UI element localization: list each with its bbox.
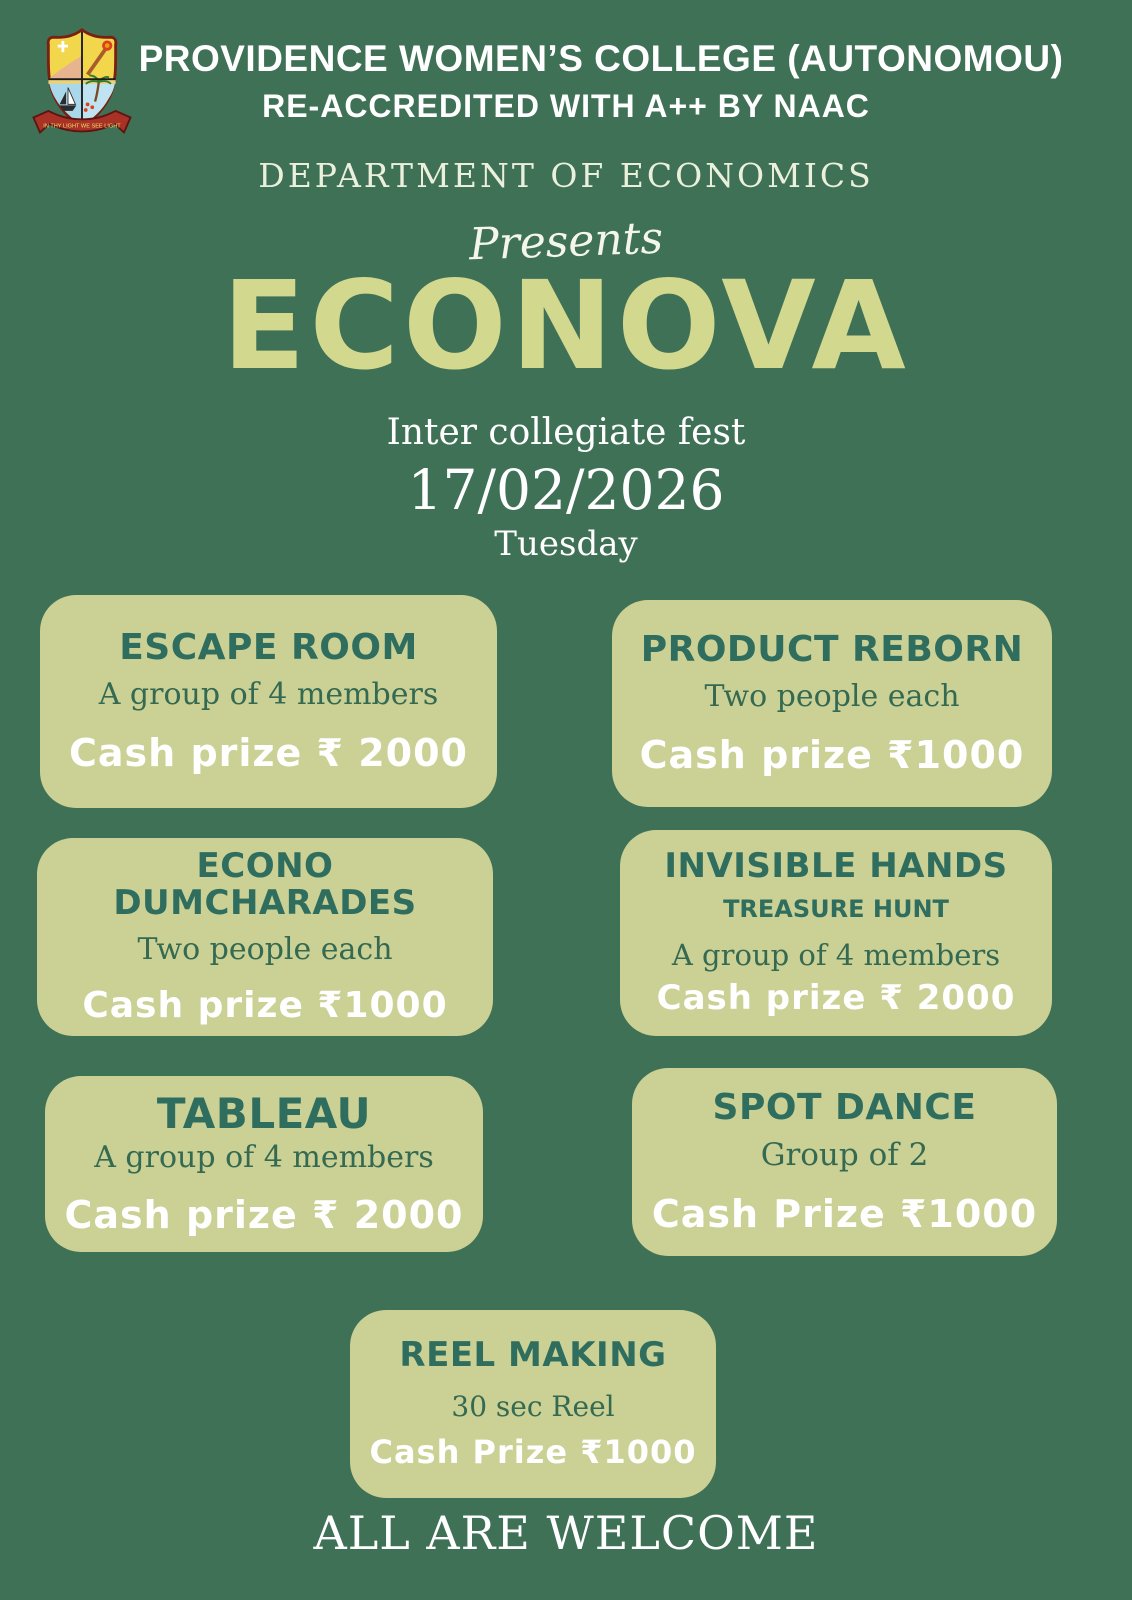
event-title: SPOT DANCE bbox=[712, 1087, 977, 1129]
event-team: Group of 2 bbox=[760, 1136, 929, 1173]
event-subtitle: TREASURE HUNT bbox=[723, 895, 949, 924]
event-card-spot-dance bbox=[632, 1068, 1057, 1256]
fest-date: 17/02/2026 bbox=[407, 458, 725, 522]
event-card-econo-dumcharades bbox=[37, 838, 493, 1036]
event-title: PRODUCT REBORN bbox=[640, 629, 1024, 671]
crest-motto: IN THY LIGHT WE SEE LIGHT bbox=[43, 123, 121, 130]
event-title: ECONO DUMCHARADES bbox=[113, 845, 417, 924]
event-team: Two people each bbox=[704, 679, 960, 715]
event-card-tableau bbox=[45, 1076, 483, 1252]
footer-message: ALL ARE WELCOME bbox=[313, 1506, 819, 1560]
event-team: A group of 4 members bbox=[94, 1139, 434, 1175]
event-prize: Cash prize ₹ 2000 bbox=[656, 978, 1016, 1019]
event-team: A group of 4 members bbox=[671, 938, 1001, 973]
event-title: REEL MAKING bbox=[399, 1335, 667, 1376]
event-team: 30 sec Reel bbox=[451, 1389, 615, 1423]
event-card-invisible-hands bbox=[620, 830, 1052, 1036]
accreditation-line: RE-ACCREDITED WITH A++ BY NAAC bbox=[262, 88, 870, 124]
event-team: A group of 4 members bbox=[98, 677, 439, 713]
presents-script: Presents bbox=[468, 212, 664, 271]
event-card-reel-making bbox=[350, 1310, 716, 1498]
event-prize: Cash prize ₹ 2000 bbox=[69, 730, 468, 775]
fest-title: ECONOVA bbox=[222, 255, 910, 397]
event-title: ESCAPE ROOM bbox=[119, 627, 418, 669]
event-title: TABLEAU bbox=[156, 1088, 372, 1138]
event-prize: Cash Prize ₹1000 bbox=[369, 1432, 697, 1471]
department-name: DEPARTMENT OF ECONOMICS bbox=[258, 156, 874, 195]
event-prize: Cash prize ₹1000 bbox=[639, 732, 1025, 777]
event-team: Two people each bbox=[137, 931, 393, 967]
event-prize: Cash prize ₹1000 bbox=[82, 985, 448, 1027]
event-prize: Cash Prize ₹1000 bbox=[651, 1191, 1038, 1236]
college-name: PROVIDENCE WOMEN’S COLLEGE (AUTONOMOU) bbox=[138, 38, 1064, 79]
event-prize: Cash prize ₹ 2000 bbox=[64, 1193, 464, 1238]
event-card-escape-room bbox=[40, 595, 497, 808]
event-card-product-reborn bbox=[612, 600, 1052, 807]
fest-day: Tuesday bbox=[494, 524, 638, 564]
fest-subtitle: Inter collegiate fest bbox=[386, 412, 746, 453]
event-title: INVISIBLE HANDS bbox=[664, 845, 1008, 886]
